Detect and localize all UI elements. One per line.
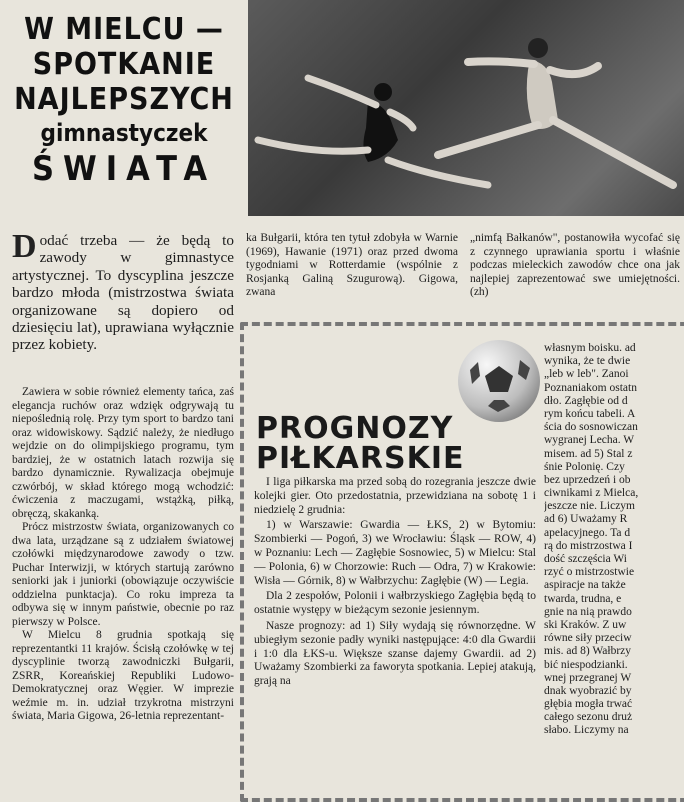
- prognozy-title: [256, 411, 526, 476]
- headline-line-1: W MIELCU —: [24, 12, 224, 47]
- prognozy-title-line-1: PROGNOZY: [256, 411, 454, 446]
- prognozy-paragraph: I liga piłkarska ma przed sobą do rozegrania jeszcze dwie kolejki gier. Oto przedostatnia, przewidziana na sobotę 1 i niedzielę 2 grudnia:: [254, 476, 536, 516]
- prognozy-right-line: jeszcze nie. Liczym: [544, 500, 635, 513]
- prognozy-right-line: własnym boisku. ad: [544, 342, 636, 354]
- prognozy-right-line: mis. ad 8) Wałbrzy: [544, 645, 632, 658]
- prognozy-right-line: równe siły przeciw: [544, 632, 632, 645]
- article-column-1: [12, 386, 234, 724]
- prognozy-right-line: apelacyjnego. Ta d: [544, 526, 631, 539]
- gymnasts-illustration: [248, 0, 684, 216]
- article-paragraph: ka Bułgarii, która ten tytuł zdobyła w Warnie (1969), Hawanie (1971) oraz przed dwoma tygodniami w Rotterdamie (wspólnie z Rosjanką Galiną Szugurową). Gigowa, zwana: [246, 232, 458, 298]
- headline-line-4: gimnastyczek: [40, 119, 208, 147]
- prognozy-right-line: dło. Zagłębie od d: [544, 394, 628, 407]
- headline-line-2: SPOTKANIE: [32, 47, 216, 82]
- prognozy-right-line: twarda, trudna, e: [544, 592, 622, 605]
- headline-line-5: ŚWIATA: [31, 149, 217, 189]
- prognozy-paragraph: Dla 2 zespołów, Polonii i wałbrzyskiego Zagłębia będą to ostatnie występy w bieżącym sezonie jesiennym.: [254, 590, 536, 617]
- prognozy-right-line: bez uprzedzeń i ob: [544, 473, 631, 486]
- gymnasts-photo: [248, 0, 684, 216]
- prognozy-right-line: bić niespodzianki.: [544, 658, 628, 671]
- prognozy-right-line: ski Kraków. Z uw: [544, 618, 627, 631]
- prognozy-right-line: wnej przegranej W: [544, 671, 632, 684]
- prognozy-text: [254, 476, 536, 691]
- prognozy-right-line: śnie Polonię. Czy: [544, 460, 625, 473]
- prognozy-right-line: Poznaniakom ostatn: [544, 381, 637, 394]
- article-column-3: [470, 232, 680, 300]
- prognozy-right-line: ciwnikami z Mielca,: [544, 487, 639, 500]
- prognozy-right-line: „leb w leb". Zanoi: [544, 368, 629, 381]
- headline: [8, 12, 240, 190]
- article-paragraph: Zawiera w sobie również elementy tańca, zaś elegancja ruchów oraz wdzięk odgrywają tu niepoślednią rolę. Przy tym sport to bardzo tani oraz widowiskowy. Sądzić należy, że niedługo wejdzie on do olimpijskiego programu, tym bardziej, że w ostatnich latach rozwija się bardzo dynamicznie. Rywalizacja obejmuje czwórbój, w skład którego mogą wchodzić: ćwiczenia z maczugami, wstążką, piłką, obręczą, skakanką.: [12, 386, 234, 520]
- prognozy-right-line: dość szczęścia Wi: [544, 553, 627, 565]
- headline-line-3: NAJLEPSZYCH: [14, 82, 234, 117]
- prognozy-right-line: dnak wyobrazić by: [544, 684, 632, 697]
- prognozy-right-line: wynika, że te dwie: [544, 355, 631, 368]
- article-column-2: [246, 232, 458, 300]
- prognozy-right-line: głębia mogła trwać: [544, 698, 633, 711]
- intro-paragraph: [12, 228, 234, 354]
- drop-cap: D: [12, 228, 37, 265]
- article-paragraph: „nimfą Bałkanów", postanowiła wycofać się z czynnego uprawiania sportu i właśnie podczas mieleckich zawodów chce ona jak najlepiej zaprezentować swe umiejętności. (zh): [470, 232, 680, 298]
- intro-text: odać trzeba — że będą to zawody w gimnastyce artystycznej. To dyscyplina jeszcze bardzo młoda (mistrzostwa świata organizowane są dopiero od dziesięciu lat), uprawiana wyłącznie przez kobiety.: [12, 232, 234, 354]
- prognozy-right-line: ścia do sosnowiczan: [544, 421, 638, 434]
- football-icon: [458, 340, 540, 422]
- prognozy-right-line: rą do mistrzostwa I: [544, 539, 633, 552]
- prognozy-right-line: słabo. Liczymy na: [544, 724, 629, 737]
- football-image: [458, 340, 540, 422]
- prognozy-right-line: aspiracje na także: [544, 579, 626, 592]
- article-paragraph: W Mielcu 8 grudnia spotkają się reprezentantki 11 krajów. Ścisłą czołówkę w tej dyscyplinie tworzą zawodniczki Bułgarii, ZSRR, Koreańskiej Republiki Ludowo-Demokratycznej oraz Węgier. W imprezie weźmie m. in. udział trzykrotna mistrzyni świata, Maria Gigowa, 26-letnia reprezentant-: [12, 629, 234, 722]
- prognozy-title-line-2: PIŁKARSKIE: [256, 441, 465, 476]
- prognozy-right-line: rym końcu tabeli. A: [544, 407, 636, 420]
- prognozy-right-line: całego sezonu druż: [544, 711, 633, 724]
- prognozy-right-line: wygranej Lecha. W: [544, 434, 635, 447]
- prognozy-right-line: misem. ad 5) Stal z: [544, 447, 633, 460]
- prognozy-right-line: rzyć o mistrzostwie: [544, 566, 635, 579]
- prognozy-right-line: gnie na nią prawdo: [544, 605, 632, 618]
- prognozy-right-column: [544, 342, 684, 738]
- prognozy-predictions: Nasze prognozy: ad 1) Siły wydają się równorzędne. W ubiegłym sezonie padły wyniki następujące: 4:0 dla Gwardii i 1:0 dla ŁKS-u. Większe szanse dajemy Gwardii. ad 2) Uważamy Szombierki za faworyta spotkania. Lepiej atakują, grają na: [254, 619, 536, 688]
- article-paragraph: Prócz mistrzostw świata, organizowanych co dwa lata, urządzane są z udziałem światowej czołówki międzynarodowe zawody o tzw. Puchar Interwizji, w których startują zarówno seniorki jak i juniorki (obowiązuje oczywiście oddzielna punktacja). Co roku impreza ta odbywa się w innym państwie, obecnie po raz pierwszy w Polsce.: [12, 521, 234, 628]
- prognozy-fixtures: 1) w Warszawie: Gwardia — ŁKS, 2) w Bytomiu: Szombierki — Pogoń, 3) we Wrocławiu: Śląsk — ROW, 4) w Poznaniu: Lech — Zagłębie Sosnowiec, 5) w Mielcu: Stal — Polonia, 6) w Chorzowie: Ruch — Odra, 7) w Krakowie: Wisła — Górnik, 8) w Wałbrzychu: Zagłębie (W) — Legia.: [254, 519, 536, 587]
- prognozy-right-line: ad 6) Uważamy R: [544, 513, 628, 526]
